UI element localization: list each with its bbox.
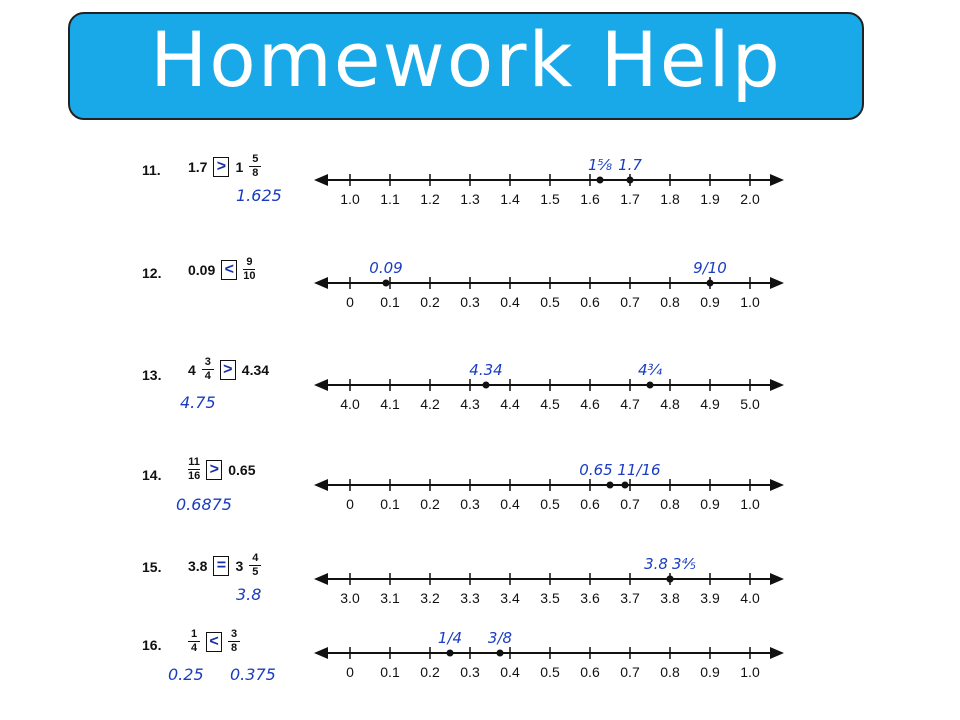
point-label: 3/8 [487, 629, 513, 647]
point-label: 9/10 [693, 259, 727, 277]
tick-label: 1.0 [740, 294, 760, 310]
point-dot [627, 177, 634, 184]
number-line [300, 549, 800, 609]
title-banner [68, 12, 864, 120]
right-fraction: $\frac{4}{5}$ [249, 553, 261, 578]
handwritten-work: 0.375 [230, 665, 276, 684]
number-line [300, 355, 800, 415]
left-arrow [314, 379, 328, 391]
number-line [300, 623, 800, 683]
tick-label: 0.1 [380, 496, 400, 512]
tick-label: 4.2 [420, 396, 440, 412]
right-arrow [770, 647, 784, 659]
point-dot [383, 280, 390, 287]
tick-label: 1.3 [460, 191, 480, 207]
tick-label: 0.8 [660, 664, 680, 680]
comparison [188, 553, 261, 578]
number-line [300, 455, 800, 515]
tick-label: 1.4 [500, 191, 520, 207]
handwritten-work: 4.75 [180, 393, 216, 412]
handwritten-work: 3.8 [236, 585, 262, 604]
comparison-box: > [220, 360, 236, 380]
tick-label: 4.3 [460, 396, 480, 412]
tick-label: 1.8 [660, 191, 680, 207]
tick-label: 0.8 [660, 294, 680, 310]
number-line [300, 150, 800, 210]
tick-label: 0.4 [500, 664, 520, 680]
point-dot [483, 382, 490, 389]
comparison [188, 629, 240, 654]
tick-label: 2.0 [740, 191, 760, 207]
tick-label: 4.0 [740, 590, 760, 606]
left-fraction: $\frac{11}{16}$ [188, 456, 201, 482]
point-dot [622, 482, 629, 489]
tick-label: 0.4 [500, 496, 520, 512]
comparison [188, 357, 269, 382]
point-dot [447, 650, 454, 657]
number-line [300, 253, 800, 313]
tick-label: 1.6 [580, 191, 600, 207]
problem-16 [0, 625, 960, 715]
problem-number: 15. [142, 559, 162, 575]
point-dot [597, 177, 604, 184]
left-value: 3.8 [188, 557, 208, 574]
left-fraction: $\frac{3}{4}$ [202, 357, 214, 382]
tick-label: 1.9 [700, 191, 720, 207]
comparison-box: > [206, 460, 222, 480]
tick-label: 4.5 [540, 396, 560, 412]
tick-label: 0.3 [460, 664, 480, 680]
tick-label: 3.2 [420, 590, 440, 606]
tick-label: 3.7 [620, 590, 640, 606]
tick-label: 3.6 [580, 590, 600, 606]
point-label: 1/4 [437, 629, 463, 647]
comparison [188, 457, 256, 482]
tick-label: 3.1 [380, 590, 400, 606]
left-arrow [314, 479, 328, 491]
right-value: 0.65 [228, 461, 256, 478]
right-fraction: $\frac{9}{10}$ [243, 256, 256, 282]
tick-label: 3.8 [660, 590, 680, 606]
tick-label: 4.4 [500, 396, 520, 412]
comparison-box: > [213, 157, 229, 177]
tick-label: 0.6 [580, 294, 600, 310]
right-fraction: $\frac{5}{8}$ [249, 154, 261, 179]
tick-label: 0.7 [620, 664, 640, 680]
right-value: 4.34 [241, 361, 270, 378]
point-label: 1⅝ [587, 156, 613, 174]
problem-13 [0, 345, 960, 435]
tick-label: 0.3 [460, 294, 480, 310]
left-fraction: $\frac{1}{4}$ [188, 629, 200, 654]
tick-label: 1.1 [380, 191, 400, 207]
tick-label: 0 [346, 496, 354, 512]
comparison-box: < [206, 632, 222, 652]
problem-number: 16. [142, 637, 162, 653]
tick-label: 1.5 [540, 191, 560, 207]
tick-label: 0.5 [540, 294, 560, 310]
tick-label: 1.0 [740, 664, 760, 680]
tick-label: 3.9 [700, 590, 720, 606]
problem-number: 11. [142, 162, 161, 178]
right-arrow [770, 277, 784, 289]
tick-label: 0.8 [660, 496, 680, 512]
problem-11 [0, 140, 960, 230]
tick-label: 0.5 [540, 496, 560, 512]
problem-12 [0, 245, 960, 335]
page-title: Homework Help [150, 15, 782, 104]
tick-label: 0.4 [500, 294, 520, 310]
tick-label: 0.6 [580, 664, 600, 680]
tick-label: 0.2 [420, 664, 440, 680]
tick-label: 4.8 [660, 396, 680, 412]
point-label: 4.34 [469, 361, 503, 379]
right-arrow [770, 174, 784, 186]
tick-label: 0.9 [700, 496, 720, 512]
right-whole: 1 [235, 158, 244, 175]
tick-label: 3.4 [500, 590, 520, 606]
tick-label: 0.1 [380, 294, 400, 310]
problem-15 [0, 545, 960, 635]
tick-label: 5.0 [740, 396, 760, 412]
point-dot [707, 280, 714, 287]
problem-14 [0, 445, 960, 535]
right-arrow [770, 573, 784, 585]
tick-label: 0.7 [620, 496, 640, 512]
problem-number: 14. [142, 467, 162, 483]
tick-label: 3.3 [460, 590, 480, 606]
tick-label: 1.0 [340, 191, 360, 207]
tick-label: 4.0 [340, 396, 360, 412]
problem-number: 13. [142, 367, 162, 383]
tick-label: 3.0 [340, 590, 360, 606]
tick-label: 1.0 [740, 496, 760, 512]
right-arrow [770, 479, 784, 491]
point-dot [497, 650, 504, 657]
tick-label: 0.9 [700, 294, 720, 310]
problem-number: 12. [142, 265, 162, 281]
right-fraction: $\frac{3}{8}$ [228, 629, 240, 654]
tick-label: 0.2 [420, 496, 440, 512]
point-dot [667, 576, 674, 583]
tick-label: 4.6 [580, 396, 600, 412]
handwritten-work: 1.625 [236, 186, 282, 205]
tick-label: 0 [346, 294, 354, 310]
left-value: 0.09 [188, 261, 216, 278]
point-label: 11/16 [617, 461, 661, 479]
left-arrow [314, 647, 328, 659]
left-arrow [314, 174, 328, 186]
point-label: 4¾ [637, 361, 663, 379]
point-label: 1.7 [618, 156, 642, 174]
tick-label: 4.9 [700, 396, 720, 412]
tick-label: 0.6 [580, 496, 600, 512]
left-arrow [314, 277, 328, 289]
right-whole: 3 [235, 557, 244, 574]
point-label: 0.09 [369, 259, 403, 277]
point-dot [647, 382, 654, 389]
tick-label: 1.2 [420, 191, 440, 207]
point-label: 3.8 [644, 555, 668, 573]
tick-label: 0.7 [620, 294, 640, 310]
left-value: 1.7 [188, 158, 208, 175]
left-arrow [314, 573, 328, 585]
tick-label: 0.3 [460, 496, 480, 512]
right-arrow [770, 379, 784, 391]
comparison [188, 154, 261, 179]
comparison [188, 257, 256, 282]
tick-label: 1.7 [620, 191, 640, 207]
tick-label: 0.9 [700, 664, 720, 680]
tick-label: 0.5 [540, 664, 560, 680]
tick-label: 3.5 [540, 590, 560, 606]
comparison-box: < [221, 260, 237, 280]
tick-label: 0.2 [420, 294, 440, 310]
tick-label: 0.1 [380, 664, 400, 680]
point-label: 0.65 [579, 461, 613, 479]
point-label: 3⅘ [671, 555, 697, 573]
handwritten-work: 0.25 [168, 665, 204, 684]
tick-label: 0 [346, 664, 354, 680]
point-dot [607, 482, 614, 489]
comparison-box: = [213, 556, 229, 576]
tick-label: 4.1 [380, 396, 400, 412]
tick-label: 4.7 [620, 396, 640, 412]
left-whole: 4 [188, 361, 196, 378]
handwritten-work: 0.6875 [176, 495, 232, 514]
